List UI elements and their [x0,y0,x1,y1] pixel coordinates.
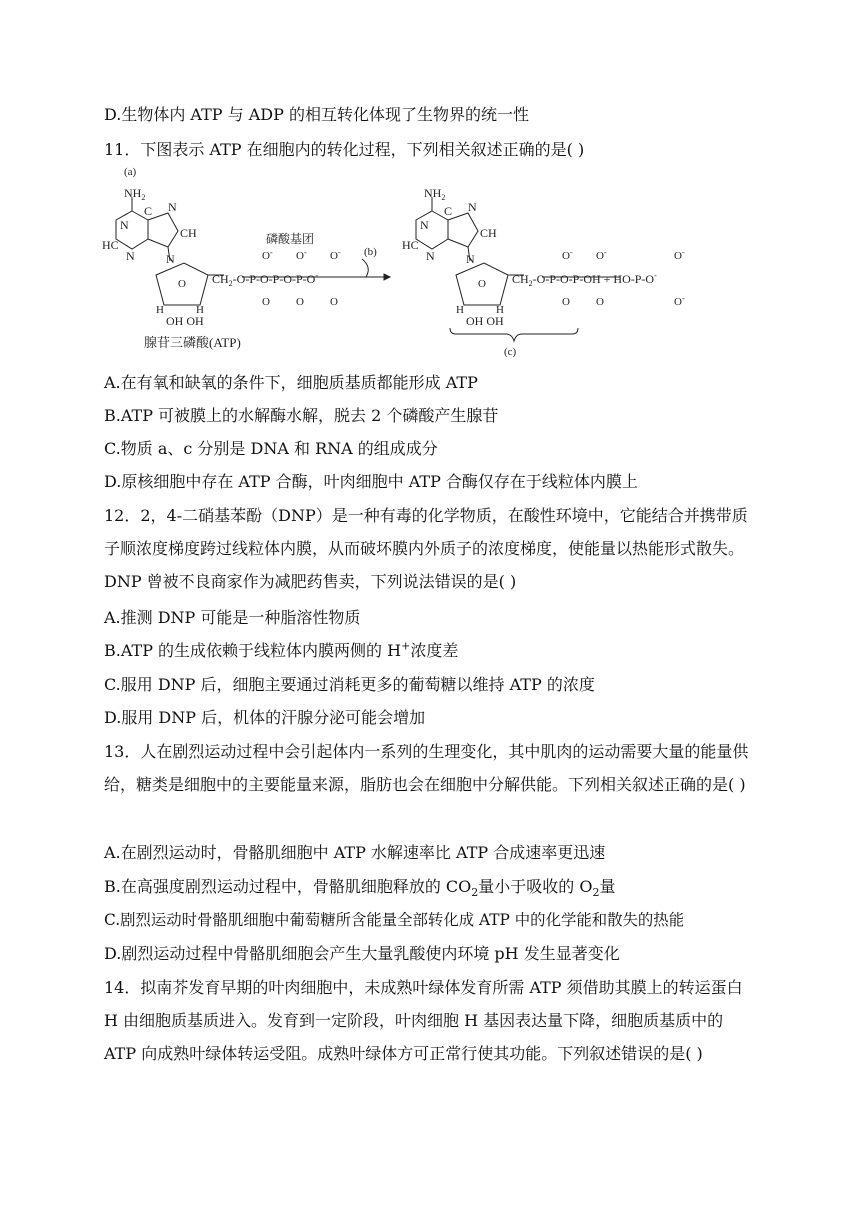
svg-text:N: N [466,252,475,266]
q13-option-c: C.剧烈运动时骨骼肌细胞中葡萄糖所含能量全部转化成 ATP 中的化学能和散失的热能 [104,911,685,929]
svg-text:O: O [178,278,186,290]
svg-text:CH: CH [180,226,197,240]
svg-text:O-: O- [562,248,573,262]
svg-text:N: N [166,252,175,266]
svg-text:N: N [468,200,477,214]
svg-text:O: O [330,296,338,308]
svg-text:O-: O- [596,248,607,262]
svg-text:O-: O- [262,248,273,262]
q10-option-d: D.生物体内 ATP 与 ADP 的相互转化体现了生物界的统一性 [104,105,529,124]
q11-option-d: D.原核细胞中存在 ATP 合酶，叶肉细胞中 ATP 合酶仅存在于线粒体内膜上 [104,472,638,491]
q12-option-d: D.服用 DNP 后，机体的汗腺分泌可能会增加 [104,708,426,727]
svg-text:CH2-O-P-O-P-OH + HO-P-O-: $CH_2-O-P-O-P-OH + HO-P-O^-$ [512,271,657,288]
svg-text:O: O [478,278,486,290]
svg-text:H: H [456,304,464,316]
svg-text:H: H [196,304,204,316]
q11-option-b: B.ATP 可被膜上的水解酶水解，脱去 2 个磷酸产生腺苷 [104,406,499,425]
svg-text:O: O [296,296,304,308]
svg-text:O: O [562,296,570,308]
svg-text:N: N [426,249,435,263]
svg-text:CH: CH [480,226,497,240]
svg-text:O: O [262,296,270,308]
svg-text:CH2-O-P-O-P-O-P-O-: $CH_2-O-P-O-P-O-P-O^-$ [212,271,319,288]
figure-label-a: (a) [124,166,137,178]
q12-option-b: B.ATP 的生成依赖于线粒体内膜两侧的 H+浓度差 [104,639,459,660]
q11-option-a: A.在有氧和缺氧的条件下，细胞质基质都能形成 ATP [104,373,478,392]
svg-text:HC: HC [102,238,119,252]
q11-option-c: C.物质 a、c 分别是 DNA 和 RNA 的组成成分 [104,439,438,458]
svg-text:O-: O- [674,294,685,308]
q13-option-a: A.在剧烈运动时，骨骼肌细胞中 ATP 水解速率比 ATP 合成速率更迅速 [104,843,606,862]
svg-text:C: C [444,204,453,218]
figure-label-c: (c) [504,346,517,358]
atp-conversion-figure [100,163,720,363]
svg-text:N: N [120,218,129,232]
svg-text:O: O [596,296,604,308]
q13-stem: 13．人在剧烈运动过程中会引起体内一系列的生理变化，其中肌肉的运动需要大量的能量供给，糖类是细胞中的主要能量来源，脂肪也会在细胞中分解供能。下列相关叙述正确的是( ) [104,742,749,794]
svg-text:OH OH: OH OH [166,314,204,328]
figure-label-b: (b) [364,246,377,258]
svg-text:OH OH: OH OH [466,314,504,328]
phosphate-group-label: 磷酸基团 [266,232,315,246]
q12-stem: 12．2，4-二硝基苯酚（DNP）是一种有毒的化学物质，在酸性环境中，它能结合并携带质子顺浓度梯度跨过线粒体内膜，从而破坏膜内外质子的浓度梯度，使能量以热能形式散失。DNP 曾被不良商家作为减肥药售卖，下列说法错误的是( ) [104,506,748,591]
svg-text:N: N [126,249,135,263]
svg-text:NH2: $NH_2$ [424,186,446,202]
svg-text:H: H [496,304,504,316]
svg-text:N: N [420,218,429,232]
svg-text:H: H [156,304,164,316]
atp-caption: 腺苷三磷酸(ATP) [144,335,241,350]
svg-text:NH2: $NH_2$ [124,186,146,202]
svg-text:C: C [144,204,153,218]
svg-text:O-: O- [330,248,341,262]
q13-option-b: B.在高强度剧烈运动过程中，骨骼肌细胞释放的 $CO_2$量小于吸收的 $O_2$量 [104,877,616,900]
q14-stem: 14．拟南芥发育早期的叶肉细胞中，未成熟叶绿体发育所需 ATP 须借助其膜上的转运蛋白 H 由细胞质基质进入。发育到一定阶段，叶肉细胞 H 基因表达量下降，细胞质基质中的 ATP 向成熟叶绿体转运受阻。成熟叶绿体方可正常行使其功能。下列叙述错误的是( ) [104,978,743,1063]
svg-text:N: N [168,200,177,214]
svg-text:O-: O- [296,248,307,262]
q12-option-c: C.服用 DNP 后，细胞主要通过消耗更多的葡萄糖以维持 ATP 的浓度 [104,675,595,694]
svg-text:O-: O- [674,248,685,262]
svg-text:HC: HC [402,238,419,252]
q12-option-a: A.推测 DNP 可能是一种脂溶性物质 [104,608,361,627]
q13-option-d: D.剧烈运动过程中骨骼肌细胞会产生大量乳酸使内环境 pH 发生显著变化 [104,944,620,963]
q11-stem: 11．下图表示 ATP 在细胞内的转化过程，下列相关叙述正确的是( ) [104,140,585,159]
